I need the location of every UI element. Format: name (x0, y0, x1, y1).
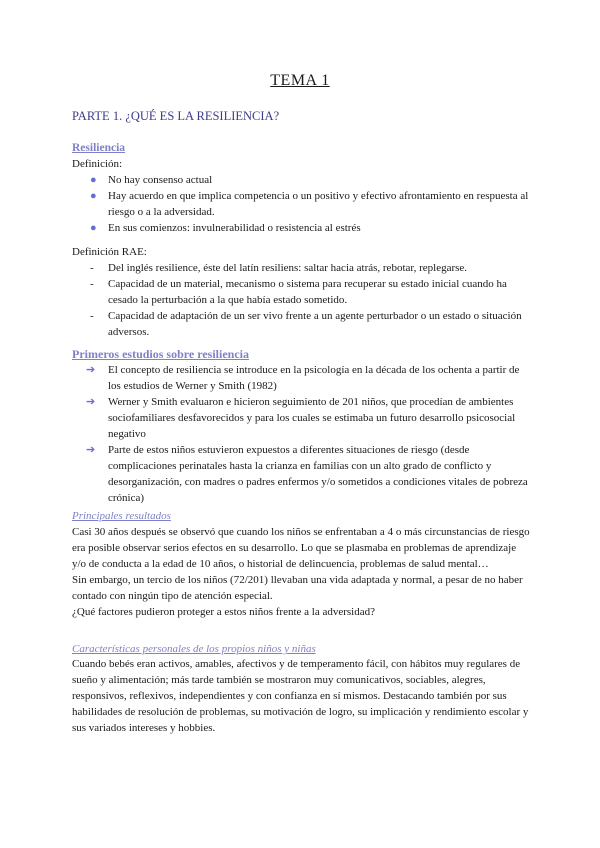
rae-label: Definición RAE: (72, 246, 147, 258)
list-item: - Capacidad de un material, mecanismo o sistema para recuperar su estado inicial cuando ha cesado la perturbación a la que había estado sometido. (90, 278, 507, 306)
arrow-right-icon: ➔ (86, 444, 96, 456)
arrow-right-icon: ➔ (86, 396, 96, 408)
paragraph: Sin embargo, un tercio de los niños (72/201) llevaban una vida adaptada y normal, a pesar de no haber contado con ningún tipo de atención especial. (72, 574, 523, 602)
definition-block (72, 156, 532, 236)
bullet-dot-icon: ● (90, 222, 97, 234)
part-heading: PARTE 1. ¿QUÉ ES LA RESILIENCIA? (72, 109, 280, 123)
section-heading-resiliencia: Resiliencia (72, 142, 126, 154)
list-item: - Del inglés resilience, éste del latín resiliens: saltar hacia atrás, rebotar, replegarse. (90, 262, 468, 274)
bullet-dot-icon: ● (90, 190, 97, 202)
list-item: ● No hay consenso actual (90, 174, 213, 186)
list-item: ➔ Parte de estos niños estuvieron expuestos a diferentes situaciones de riesgo (desde complicaciones perinatales hasta la crianza en familias con un alto grado de conflicto y desorganización, con madres o padres enfermos y/o sometidos a condiciones vitales de pobreza crónica) (86, 444, 528, 504)
rae-definition-block (72, 244, 532, 340)
section-heading-caracteristicas: Características personales de los propios niños y niñas (72, 643, 316, 655)
list-item: ● En sus comienzos: invulnerabilidad o resistencia al estrés (90, 222, 361, 234)
bullet-dot-icon: ● (90, 174, 97, 186)
list-item: ● Hay acuerdo en que implica competencia o un positivo y efectivo afrontamiento en respuesta al riesgo o a la adversidad. (90, 190, 529, 218)
section-heading-estudios: Primeros estudios sobre resiliencia (72, 347, 249, 361)
list-item: ➔ Werner y Smith evaluaron e hicieron seguimiento de 201 niños, que procedían de ambientes sociofamiliares desfavorecidos y para los cuales se estimaba un futuro desarrollo psicosocial negativo (86, 396, 516, 440)
paragraph: ¿Qué factores pudieron proteger a estos niños frente a la adversidad? (72, 606, 375, 618)
resultados-block (72, 524, 532, 620)
paragraph: Cuando bebés eran activos, amables, afectivos y de temperamento fácil, con hábitos muy regulares de sueño y alimentación; más tarde también se mostraron muy comunicativos, sociables, alegres, responsivos, reflexivos, independientes y con confianza en sí mismos. Destacando también por sus habilidades de resolución de problemas, su motivación de logro, su implicación y rendimiento escolar y sus variados intereses y hobbies. (72, 658, 529, 734)
definition-list (72, 172, 532, 236)
paragraph: Casi 30 años después se observó que cuando los niños se enfrentaban a 4 o más circunstancias de riesgo era posible observar serios efectos en su desarrollo. Lo que se plasmaba en problemas de aprendizaje y/o de conducta a la edad de 10 años, o historial de delincuencia, problemas de salud mental… (72, 526, 530, 570)
section-heading-resultados: Principales resultados (72, 510, 171, 522)
definition-label: Definición: (72, 158, 123, 170)
rae-list (72, 260, 532, 340)
caracteristicas-block (72, 656, 532, 736)
page-title: TEMA 1 (270, 72, 330, 89)
arrow-right-icon: ➔ (86, 364, 96, 376)
estudios-list (72, 362, 532, 506)
list-item: - Capacidad de adaptación de un ser vivo frente a un agente perturbador o un estado o situación adversos. (90, 310, 522, 338)
list-item: ➔ El concepto de resiliencia se introduce en la psicología en la década de los ochenta a partir de los estudios de Werner y Smith (1982) (86, 364, 520, 392)
estudios-block (72, 362, 532, 506)
